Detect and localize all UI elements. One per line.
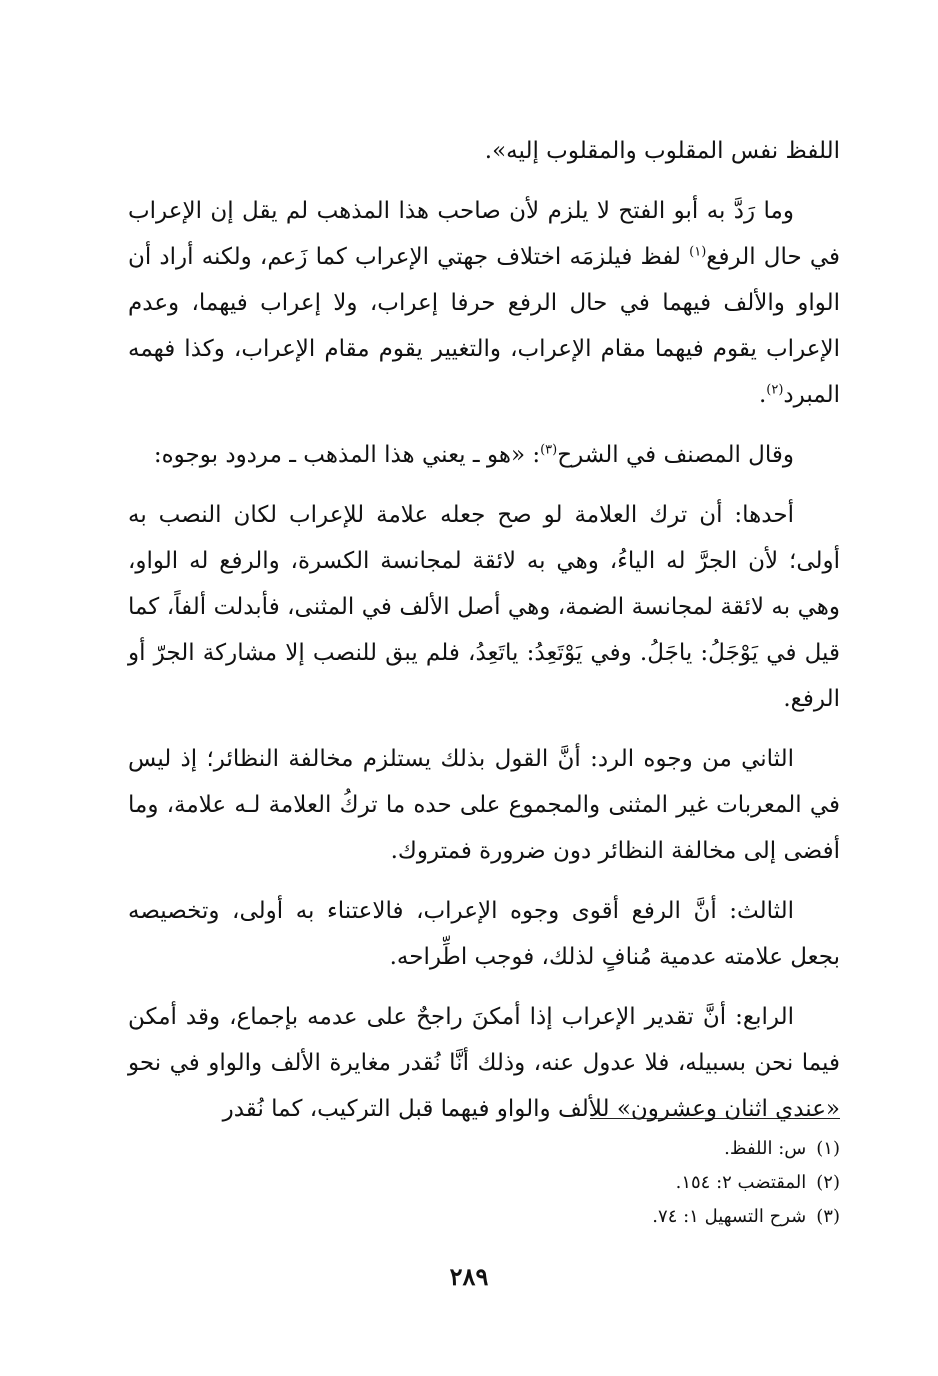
paragraph-1	[128, 128, 840, 174]
footnote-ref-2: (٢)	[766, 382, 784, 398]
footnote-number: (١)	[816, 1138, 840, 1159]
paragraph-text: الثاني من وجوه الرد: أنَّ القول بذلك يستلزم مخالفة النظائر؛ إذ ليس في المعربات غير المثنى والمجموع على حده ما تركُ العلامة لـه علامة، وما أفضى إلى مخالفة النظائر دون ضرورة فمتروك.	[128, 746, 840, 864]
footnote-text: س: اللفظ.	[724, 1138, 807, 1159]
paragraph-text: اللفظ نفس المقلوب والمقلوب إليه».	[484, 138, 840, 164]
paragraph-2	[128, 188, 840, 418]
paragraph-text: أحدها: أن ترك العلامة لو صح جعله علامة للإعراب لكان النصب به أولى؛ لأن الجرَّ له الياءُ، وهي به لائقة لمجانسة الكسرة، والرفع له الواو، وهي به لائقة لمجانسة الضمة، وهي أصل الألف في المثنى، فأبدلت ألفاً، كما قيل في يَوْجَلُ: ياجَلُ. وفي يَوْتَعِدُ: ياتَعِدُ، فلم يبق للنصب إلا مشاركة الجرّ أو الرفع.	[128, 502, 840, 712]
page-number: ٢٨٩	[449, 1262, 489, 1291]
paragraph-text: : «هو ـ يعني هذا المذهب ـ مردود بوجوه:	[153, 442, 541, 468]
footnote-ref-3: (٣)	[540, 442, 558, 458]
paragraph-text: الثالث: أنَّ الرفع أقوى وجوه الإعراب، فالاعتناء به أولى، وتخصيصه بجعل علامته عدمية مُنافٍ لذلك، فوجب اطِّراحه.	[128, 898, 840, 970]
footnote-2	[652, 1166, 840, 1200]
paragraph-7	[128, 994, 840, 1132]
footnote-number: (٢)	[816, 1172, 840, 1193]
paragraph-4	[128, 492, 840, 722]
paragraph-text: .	[758, 382, 767, 408]
paragraph-text: وقال المصنف في الشرح	[557, 442, 794, 468]
footnote-ref-1: (١)	[689, 244, 707, 260]
paragraph-5	[128, 736, 840, 874]
paragraph-text: لفظ فيلزمَه اختلاف جهتي الإعراب كما زَعم، ولكنه أراد أن الواو والألف فيهما في حال الرفع حرفا إعراب، ولا إعراب فيهما، وعدم الإعراب يقوم فيهما مقام الإعراب، والتغيير يقوم مقام الإعراب، وكذا فهمه المبرد	[128, 244, 840, 408]
footnote-text: المقتضب ٢: ١٥٤.	[675, 1172, 807, 1193]
paragraph-6	[128, 888, 840, 980]
footnote-text: شرح التسهيل ١: ٧٤.	[652, 1206, 807, 1227]
footnote-3	[652, 1200, 840, 1234]
paragraph-text: الرابع: أنَّ تقدير الإعراب إذا أمكنَ راجحٌ على عدمه بإجماع، وقد أمكن فيما نحن بسبيله، فلا عدول عنه، وذلك أنَّا نُقدر مغايرة الألف والواو في نحو «عندي اثنان وعشرون» للألف والواو فيهما قبل التركيب، كما نُقدر	[128, 1004, 840, 1122]
footnotes	[652, 1132, 840, 1234]
footnote-separator	[590, 1118, 840, 1119]
paragraph-text: وما رَدَّ به أبو الفتح لا يلزم لأن صاحب هذا المذهب لم يقل إن الإعراب في حال الرفع	[128, 198, 840, 270]
footnote-number: (٣)	[816, 1206, 840, 1227]
main-text	[128, 128, 840, 1132]
paragraph-3	[128, 432, 840, 478]
footnote-1	[652, 1132, 840, 1166]
